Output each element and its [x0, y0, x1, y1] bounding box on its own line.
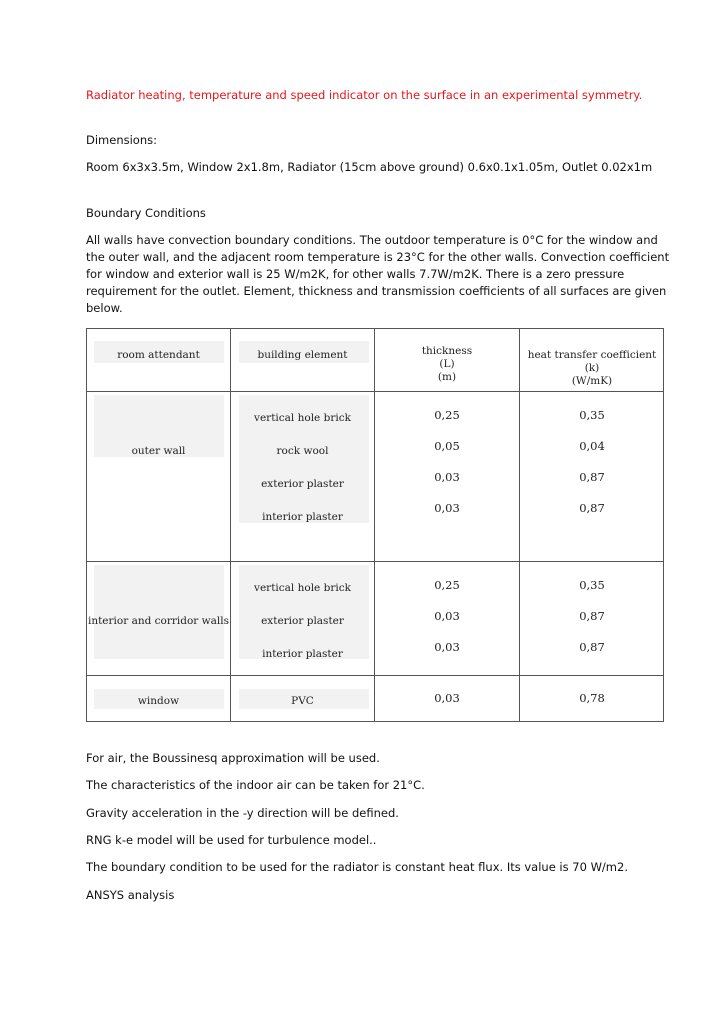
header-thickness-line: thickness	[421, 345, 473, 357]
note-line: The boundary condition to be used for the radiator is constant heat flux. Its value is 70 W/m2.	[86, 860, 628, 874]
cell-shade	[239, 565, 369, 659]
boundary-line: the outer wall, and the adjacent room temperature is 23°C for the other walls. Convection coefficient	[86, 250, 670, 264]
boundary-paragraph	[86, 232, 670, 317]
element-cell: vertical hole brick	[254, 412, 351, 424]
column-divider	[374, 329, 375, 721]
row-divider	[87, 561, 663, 562]
room-outer-wall: outer wall	[131, 445, 186, 457]
header-element: building element	[257, 349, 348, 361]
element-cell: rock wool	[276, 445, 329, 457]
thickness-cell: 0,03	[434, 470, 460, 484]
note-line: RNG k-e model will be used for turbulence model..	[86, 833, 377, 847]
row-divider	[87, 391, 663, 392]
row-divider	[87, 675, 663, 676]
column-divider	[230, 329, 231, 721]
thickness-cell: 0,03	[434, 691, 460, 705]
thickness-cell: 0,25	[434, 578, 460, 592]
dimensions-text: Room 6x3x3.5m, Window 2x1.8m, Radiator (15cm above ground) 0.6x0.1x1.05m, Outlet 0.02x1m	[86, 160, 653, 174]
room-window: window	[137, 695, 180, 707]
note-line: ANSYS analysis	[86, 888, 175, 902]
materials-table	[86, 328, 664, 722]
header-coefficient-line: (k)	[584, 362, 600, 374]
element-cell: PVC	[291, 695, 314, 707]
element-cell: exterior plaster	[261, 615, 344, 627]
coefficient-cell: 0,35	[579, 578, 605, 592]
boundary-heading: Boundary Conditions	[86, 206, 206, 220]
header-coefficient-line: heat transfer coefficient	[527, 349, 657, 361]
thickness-cell: 0,03	[434, 609, 460, 623]
coefficient-cell: 0,04	[579, 439, 605, 453]
coefficient-cell: 0,87	[579, 640, 605, 654]
note-line: Gravity acceleration in the -y direction will be defined.	[86, 806, 399, 820]
thickness-cell: 0,05	[434, 439, 460, 453]
header-thickness-line: (m)	[437, 371, 457, 383]
thickness-cell: 0,03	[434, 501, 460, 515]
note-line: For air, the Boussinesq approximation will be used.	[86, 751, 380, 765]
boundary-line: All walls have convection boundary conditions. The outdoor temperature is 0°C for the window and	[86, 233, 658, 247]
header-thickness	[375, 345, 519, 384]
cell-shade	[94, 565, 224, 659]
boundary-line: below.	[86, 301, 123, 315]
header-room: room attendant	[117, 349, 200, 361]
header-coefficient	[520, 349, 664, 388]
element-cell: interior plaster	[262, 648, 343, 660]
coefficient-cell: 0,78	[579, 691, 605, 705]
coefficient-cell: 0,87	[579, 609, 605, 623]
header-coefficient-line: (W/mK)	[571, 375, 613, 387]
note-line: The characteristics of the indoor air can be taken for 21°C.	[86, 778, 425, 792]
header-thickness-line: (L)	[439, 358, 455, 370]
dimensions-heading: Dimensions:	[86, 133, 157, 147]
page-title: Radiator heating, temperature and speed indicator on the surface in an experimental symmetry.	[86, 88, 643, 102]
boundary-line: for window and exterior wall is 25 W/m2K, for other walls 7.7W/m2K. There is a zero pressure	[86, 267, 625, 281]
boundary-line: requirement for the outlet. Element, thickness and transmission coefficients of all surfaces are given	[86, 284, 667, 298]
coefficient-cell: 0,35	[579, 408, 605, 422]
room-interior-walls: interior and corridor walls	[87, 615, 230, 627]
thickness-cell: 0,25	[434, 408, 460, 422]
element-cell: interior plaster	[262, 511, 343, 523]
element-cell: vertical hole brick	[254, 582, 351, 594]
coefficient-cell: 0,87	[579, 470, 605, 484]
element-cell: exterior plaster	[261, 478, 344, 490]
coefficient-cell: 0,87	[579, 501, 605, 515]
thickness-cell: 0,03	[434, 640, 460, 654]
